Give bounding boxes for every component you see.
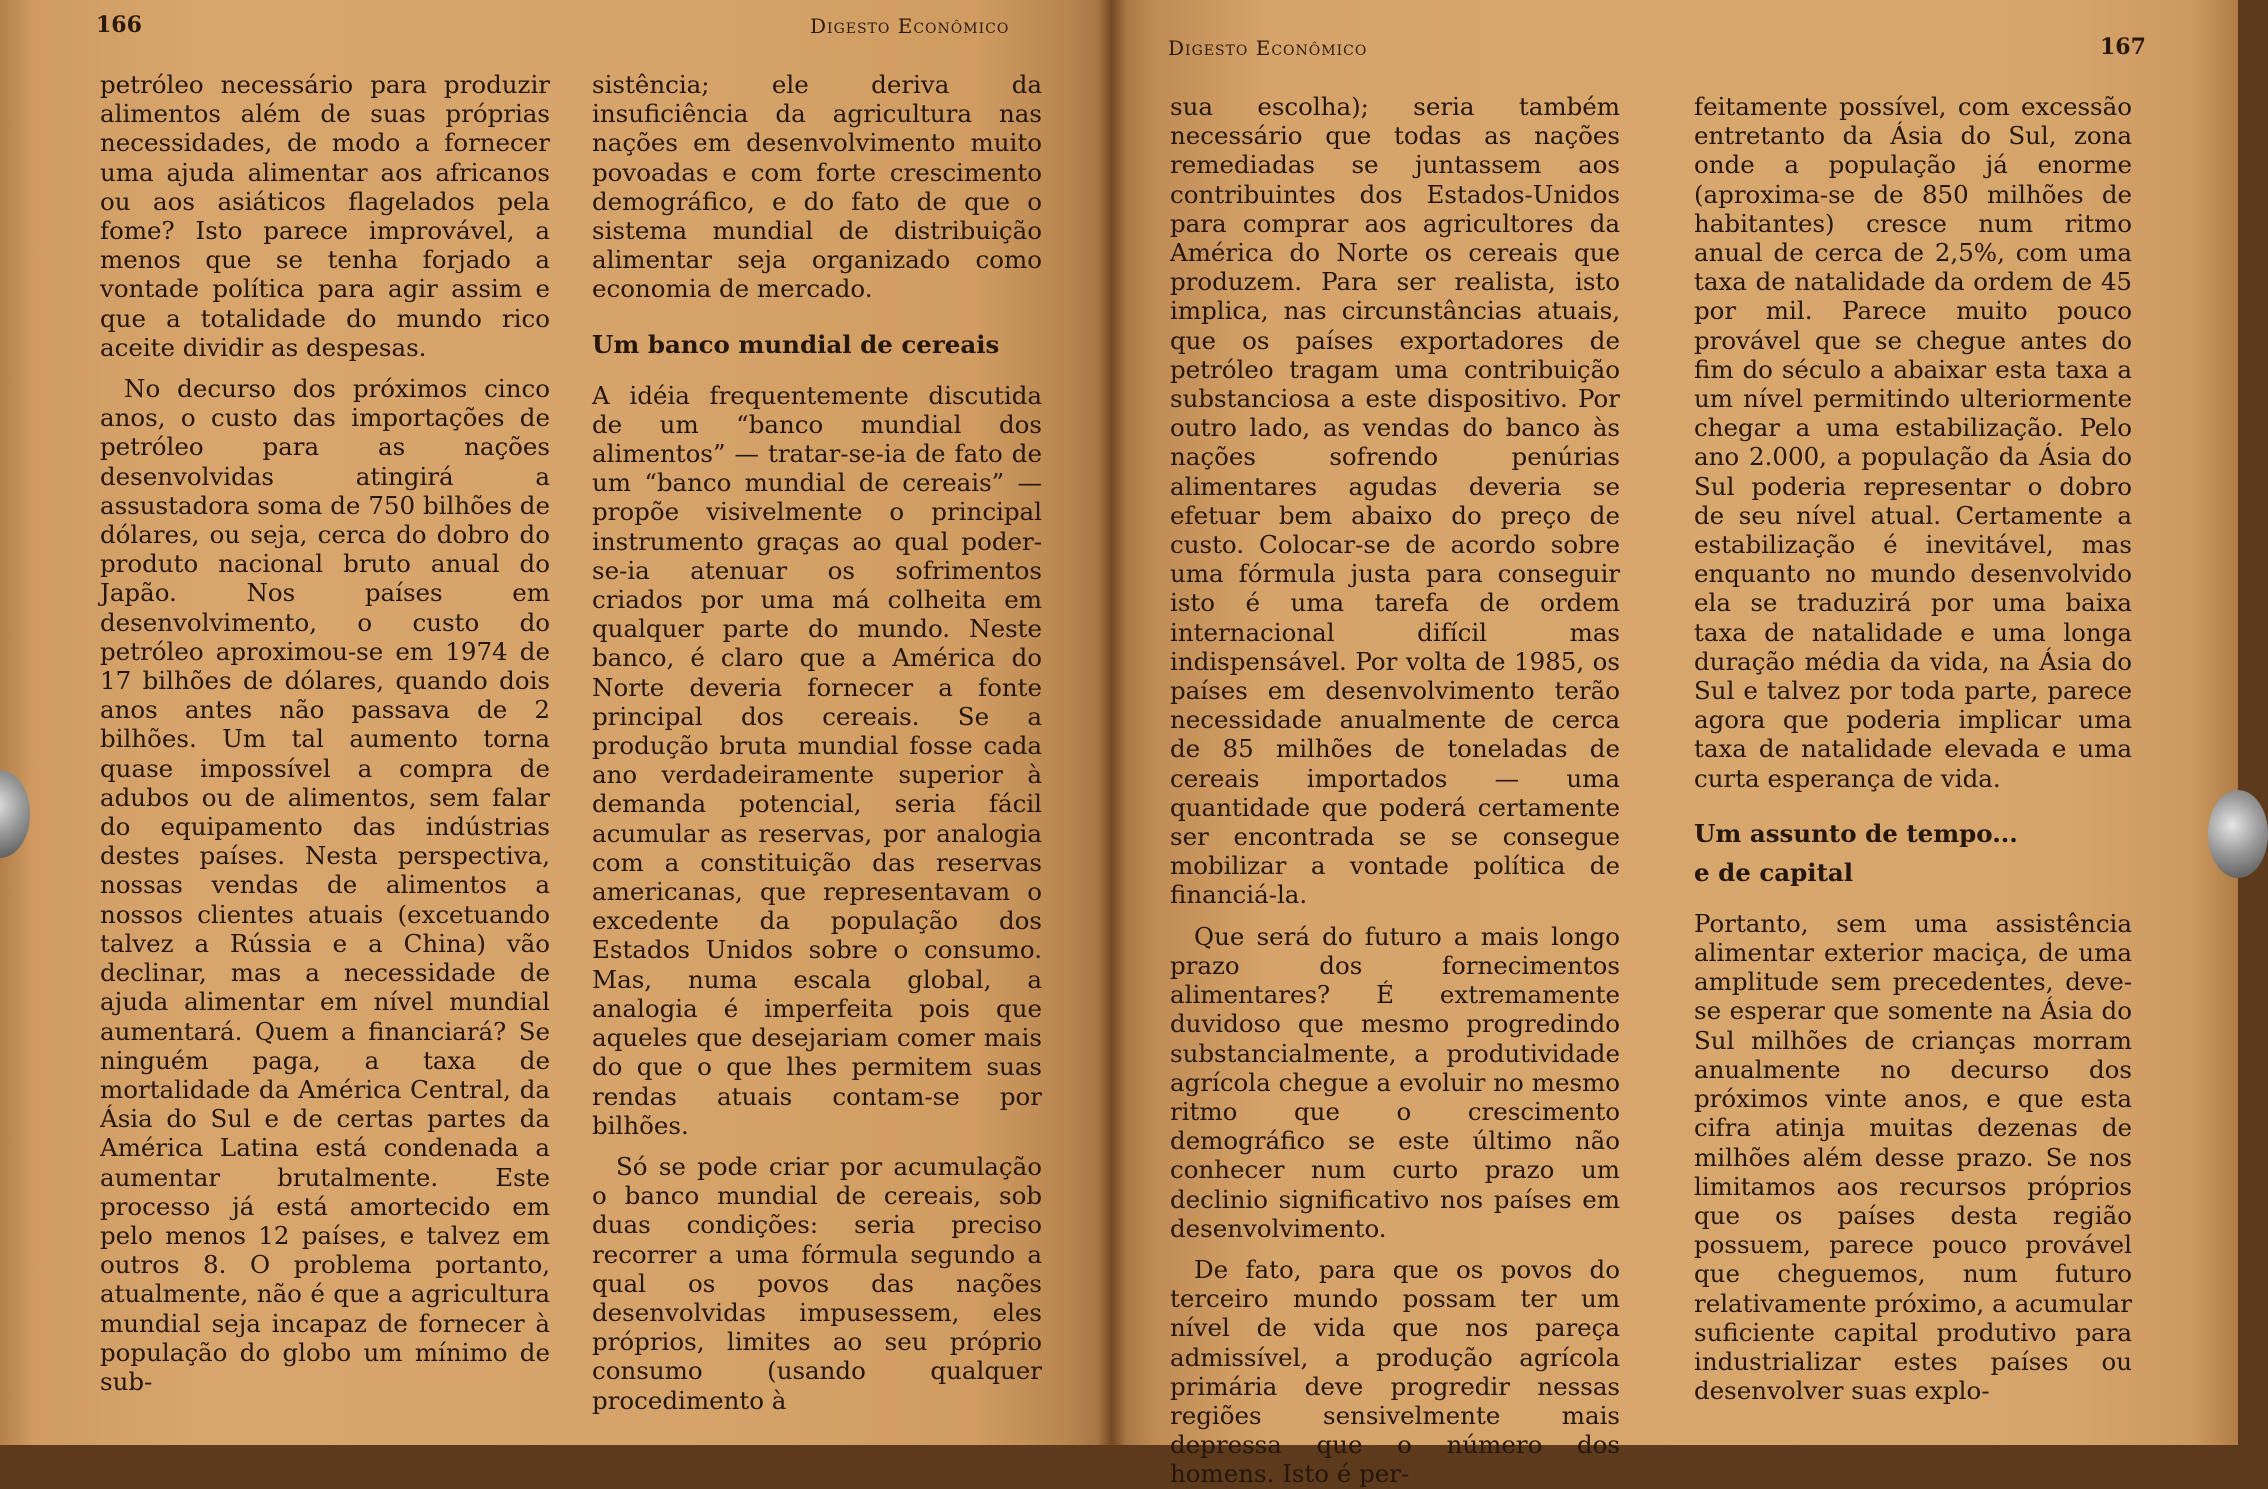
heading-line: Um assunto de tempo... bbox=[1694, 818, 2018, 848]
page-gutter bbox=[1098, 0, 1126, 1445]
paragraph: Que será do futuro a mais longo prazo dos fornecimentos alimentares? É extremamente duvidoso que mesmo progredindo substancialmente, a produtividade agrícola chegue a evoluir no mesmo ritmo que o crescimento demográfico se este último não conhecer num curto prazo um declinio significativo nos países em desenvolvimento. bbox=[1170, 921, 1620, 1243]
section-heading bbox=[1694, 819, 2132, 887]
binder-hole bbox=[2208, 790, 2268, 878]
column-4 bbox=[1694, 92, 2132, 1405]
paragraph: Só se pode criar por acumulação o banco mundial de cereais, sob duas condições: seria preciso recorrer a uma fórmula segundo a qual os povos das nações desenvolvidas impusessem, eles próprios, limites ao seu próprio consumo (usando qualquer procedimento à bbox=[592, 1151, 1042, 1415]
paragraph: De fato, para que os povos do terceiro mundo possam ter um nível de vida que nos pareça admissível, a produção agrícola primária deve progredir nessas regiões sensivelmente mais depressa que o número dos homens. Isto é per- bbox=[1170, 1254, 1620, 1489]
paragraph: No decurso dos próximos cinco anos, o custo das importações de petróleo para as nações desenvolvidas atingirá a assustadora soma de 750 bilhões de dólares, ou seja, cerca do dobro do produto nacional bruto anual do Japão. Nos países em desenvolvimento, o custo do petróleo aproximou-se em 1974 de 17 bilhões de dólares, quando dois anos antes não passava de 2 bilhões. Um tal aumento torna quase impossível a compra de adubos ou de alimentos, sem falar do equipamento das indústrias destes países. Nesta perspectiva, nossas vendas de alimentos a nossos clientes atuais (excetuando talvez a Rússia e a China) vão declinar, mas a necessidade de ajuda alimentar em nível mundial aumentará. Quem a financiará? Se ninguém paga, a taxa de mortalidade da América Central, da Ásia do Sul e de certas partes da América Latina está condenada a aumentar brutalmente. Este processo já está amortecido em pelo menos 12 países, e talvez em outros 8. O problema portanto, atualmente, não é que a agricultura mundial seja incapaz de fornecer à população do globo um mínimo de sub- bbox=[100, 374, 550, 1396]
right-page bbox=[1110, 0, 2238, 1489]
paragraph: petróleo necessário para produzir alimentos além de suas próprias necessidades, de modo a fornecer uma ajuda alimentar aos africanos ou aos asiáticos flagelados pela fome? Isto parece improvável, a menos que se tenha forjado a vontade política para agir assim e que a totalidade do mundo rico aceite dividir as despesas. bbox=[100, 70, 550, 362]
paragraph: feitamente possível, com excessão entretanto da Ásia do Sul, zona onde a população já enorme (aproxima-se de 850 milhões de habitantes) cresce num ritmo anual de cerca de 2,5%, com uma taxa de natalidade da ordem de 45 por mil. Parece muito pouco provável que se chegue antes do fim do século a abaixar esta taxa a um nível permitindo ulteriormente chegar a uma estabilização. Pelo ano 2.000, a população da Ásia do Sul poderia representar o dobro de seu nível atual. Certamente a estabilização é inevitável, mas enquanto no mundo desenvolvido ela se traduzirá por uma baixa taxa de natalidade e uma longa duração média da vida, na Ásia do Sul e talvez por toda parte, parece agora que poderia implicar uma taxa de natalidade elevada e uma curta esperança de vida. bbox=[1694, 92, 2132, 793]
paragraph: sua escolha); seria também necessário que todas as nações remediadas se juntassem aos contribuintes dos Estados-Unidos para comprar aos agricultores da América do Norte os cereais que produzem. Para ser realista, isto implica, nas circunstâncias atuais, que os países exportadores de petróleo tragam uma contribuição substanciosa a este dispositivo. Por outro lado, as vendas do banco às nações sofrendo penúrias alimentares agudas deveria se efetuar bem abaixo do preço de custo. Colocar-se de acordo sobre uma fórmula justa para conseguir isto é uma tarefa de ordem internacional difícil mas indispensável. Por volta de 1985, os países em desenvolvimento terão necessidade anualmente de cerca de 85 milhões de toneladas de cereais importados — uma quantidade que poderá certamente ser encontrada se se consegue mobilizar a vontade política de financiá-la. bbox=[1170, 92, 1620, 910]
column-1 bbox=[100, 70, 550, 1396]
page-number-right: 167 bbox=[2100, 34, 2146, 60]
column-3 bbox=[1170, 92, 1620, 1489]
left-page bbox=[0, 0, 1110, 1445]
paragraph: sistência; ele deriva da insuficiência da agricultura nas nações em desenvolvimento muito povoadas e com forte crescimento demográfico, e do fato de que o sistema mundial de distribuição alimentar seja organizado como economia de mercado. bbox=[592, 70, 1042, 304]
paragraph: A idéia frequentemente discutida de um “banco mundial dos alimentos” — tratar-se-ia de fato de um “banco mundial de cereais” — propõe visivelmente o principal instrumento graças ao qual poder-se-ia atenuar os sofrimentos criados por uma má colheita em qualquer parte do mundo. Neste banco, é claro que a América do Norte deveria fornecer a fonte principal dos cereais. Se a produção bruta mundial fosse cada ano verdadeiramente superior à demanda potencial, seria fácil acumular as reservas, por analogia com a constituição das reservas americanas, que representavam o excedente da população dos Estados Unidos sobre o consumo. Mas, numa escala global, a analogia é imperfeita pois que aqueles que desejariam comer mais do que o que lhes permitem suas rendas atuais contam-se por bilhões. bbox=[592, 380, 1042, 1140]
section-heading: Um banco mundial de cereais bbox=[592, 329, 1000, 359]
binder-hole bbox=[0, 770, 30, 858]
heading-line: e de capital bbox=[1694, 857, 1854, 887]
paragraph: Portanto, sem uma assistência alimentar exterior maciça, de uma amplitude sem precedentes, deve-se esperar que somente na Ásia do Sul milhões de crianças morram anualmente no decurso dos próximos vinte anos, e que esta cifra atinja muitas dezenas de milhões além desse prazo. Se nos limitamos aos recursos próprios que os países desta região possuem, parece pouco provável que cheguemos, num futuro relativamente próximo, a acumular suficiente capital produtivo para industrializar estes países ou desenvolver suas explo- bbox=[1694, 908, 2132, 1406]
running-title-right: Digesto Econômico bbox=[1168, 36, 1368, 60]
column-2 bbox=[592, 70, 1042, 1415]
running-title-left: Digesto Econômico bbox=[810, 14, 1010, 38]
page-number-left: 166 bbox=[96, 12, 142, 38]
